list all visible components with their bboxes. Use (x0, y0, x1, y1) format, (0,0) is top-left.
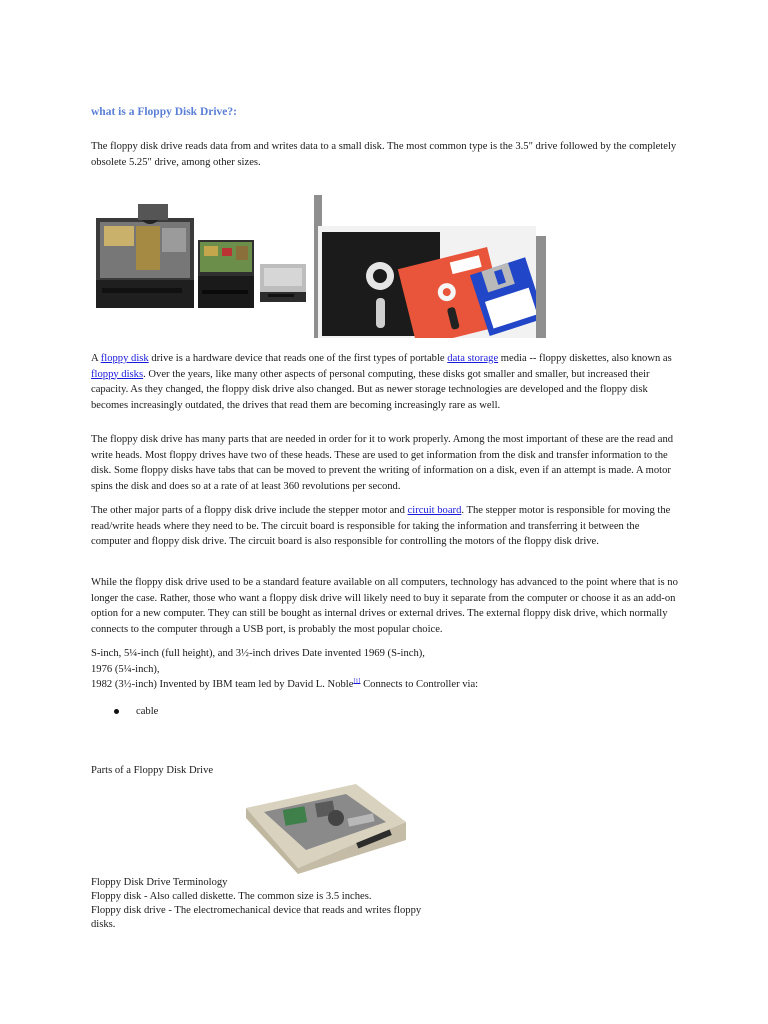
terminology-item: Floppy disk drive - The electromechanical device that reads and writes floppy disks. (91, 905, 422, 930)
drive-parts-paragraph: The floppy disk drive has many parts that are needed in order for it to work properly. Among the most important of these are the read and write heads. Most floppy drives have two of these heads. These are used to get information from the disk and transfer information to the disk. Some floppy disks have tabs that can be moved to prevent the writing of information on a disk, even if an attempt is made. A motor spins the disk and does so at a rate of at least 360 revolutions per second. (91, 434, 674, 492)
specs-line: 1982 (3½-inch) Invented by IBM team led by David L. Noble (91, 679, 354, 690)
terminology-title: Floppy Disk Drive Terminology (91, 877, 228, 888)
floppy-disk-link[interactable]: floppy disk (100, 353, 149, 364)
list-item-label: cable (136, 706, 159, 717)
terminology-item: Floppy disk - Also called diskette. The common size is 3.5 inches. (91, 891, 372, 902)
floppy-drives-photo (92, 196, 317, 314)
floppy-drive-internals-photo (236, 778, 411, 874)
availability-paragraph: While the floppy disk drive used to be a standard feature available on all computers, technology has advanced to the point where that is no longer the case. Rather, those who want a floppy disk drive will likely need to buy it separate from the computer or choose it as an add-on option for a new computer. They can still be bought as internal drives or external drives. The external floppy disk drive, which normally connects to the computer through a USB port, is probably the most popular choice. (91, 577, 678, 635)
page-heading: what is a Floppy Disk Drive?: (91, 106, 237, 118)
bullet-icon (114, 709, 119, 714)
text-run: The other major parts of a floppy disk drive include the stepper motor and (91, 505, 408, 516)
specs-line: S-inch, 5¼-inch (full height), and 3½-inch drives Date invented 1969 (S-inch), (91, 648, 425, 659)
circuit-board-link[interactable]: circuit board (407, 505, 462, 516)
list-item (114, 706, 158, 717)
citation-link[interactable]: [1] (353, 678, 361, 685)
floppy-drive-description (91, 351, 681, 413)
floppy-disks-link[interactable]: floppy disks (91, 368, 144, 380)
text-run: A (91, 353, 101, 364)
specs-line: 1976 (5¼-inch), (91, 663, 160, 675)
floppy-disks-photo (318, 226, 536, 338)
data-storage-link[interactable]: data storage (447, 353, 499, 364)
specs-line: Connects to Controller via: (360, 679, 479, 690)
text-run: . The stepper motor is responsible for moving the read/write heads where they need to be. The circuit board is responsible for taking the information and transferring it between the computer and floppy disk drive. The circuit board is also responsible for controlling the motors of the floppy disk drive. (91, 505, 671, 547)
stepper-motor-paragraph (91, 503, 681, 550)
terminology-section (91, 876, 431, 932)
text-run: media -- floppy diskettes, also known as (498, 353, 672, 364)
parts-title: Parts of a Floppy Disk Drive (91, 765, 214, 776)
text-run: . Over the years, like many other aspects of personal computing, these disks got smaller and smaller, but increased their capacity. As they changed, the floppy disk drive also changed. But as newer storage technologies are developed and the floppy disk becomes increasingly outdated, the drives that read them are becoming increasingly rare as well. (91, 368, 650, 411)
intro-paragraph: The floppy disk drive reads data from and writes data to a small disk. The most common type is the 3.5" drive followed by the completely obsolete 5.25" drive, among other sizes. (91, 141, 677, 168)
specs-paragraph (91, 646, 681, 693)
text-run: drive is a hardware device that reads one of the first types of portable (148, 353, 448, 364)
